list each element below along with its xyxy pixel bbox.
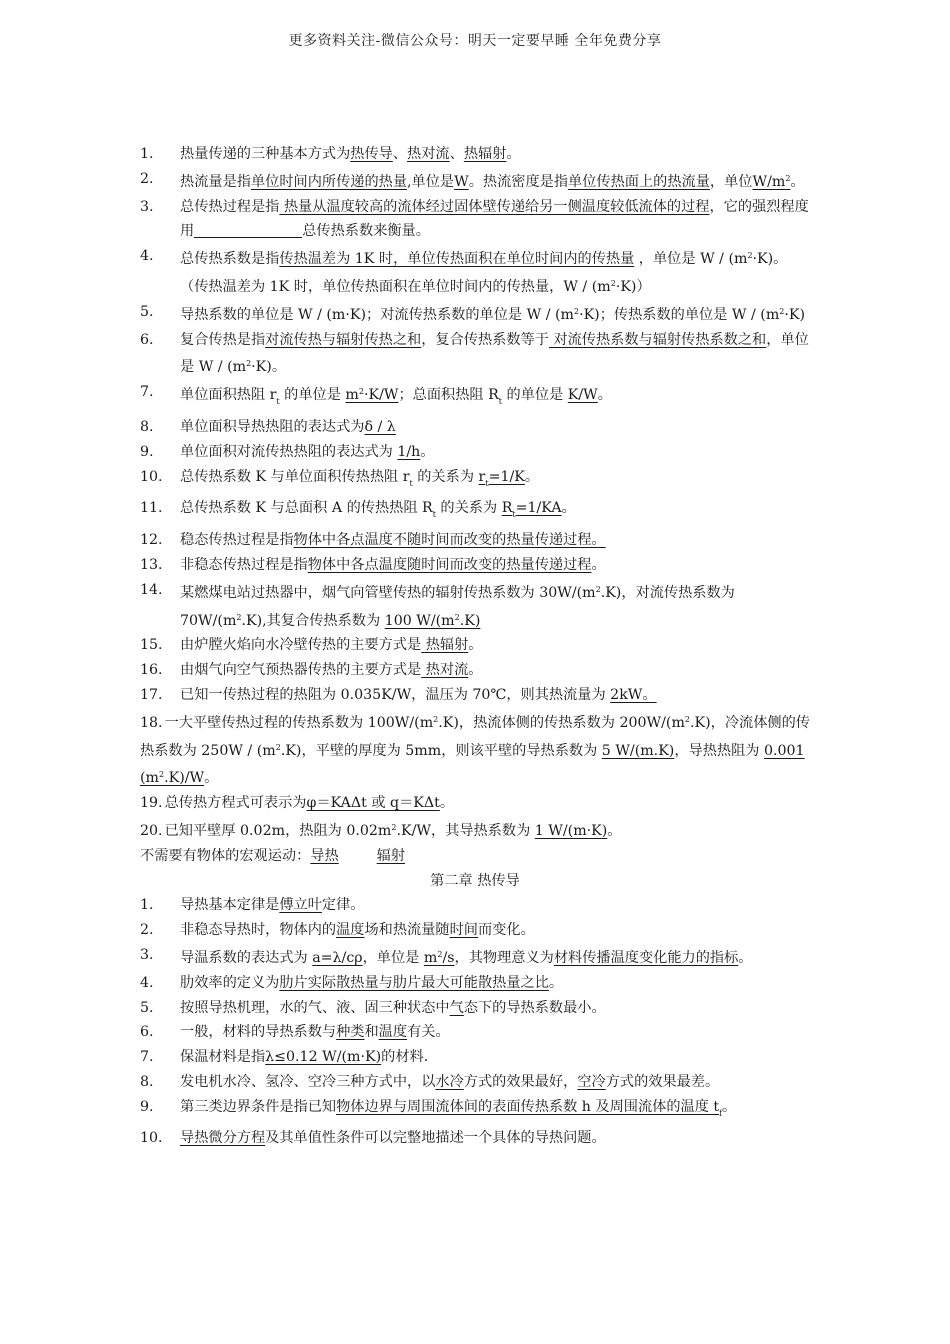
answer: $m^2/s$ [423, 949, 455, 966]
answer: 2kW。 [610, 686, 657, 703]
item-number: 16. [140, 662, 163, 679]
item-number: 3. [140, 198, 154, 215]
answer: 物体中各点温度随时间而改变的热量传递过程 [307, 556, 592, 573]
list-item: 13. 非稳态传热过程是指物体中各点温度随时间而改变的热量传递过程。 [140, 553, 810, 578]
answer: 对流传热与辐射传热之和 [265, 331, 422, 348]
answer: 种类 [336, 1024, 365, 1041]
answer: $r_t=1/K$ [478, 468, 525, 488]
answer: 材料传播温度变化能力的指标 [553, 949, 739, 966]
answer: K/W [567, 387, 598, 404]
answer: λ≤0.12 W/(m·K) [265, 1049, 382, 1066]
item-number: 5. [140, 999, 154, 1016]
blank-line [194, 221, 302, 238]
item-number: 11. [140, 500, 163, 517]
answer: 温度 [336, 922, 365, 939]
item-number: 9. [140, 1098, 154, 1115]
list-item: 2. 热流量是指单位时间内所传递的热量,单位是W。热流密度是指单位传热面上的热流量，单位$W/m^2$。 [140, 167, 810, 195]
item-number: 18. [140, 714, 163, 731]
answer: 热量从温度较高的流体经过固体壁传递给另一侧温度较低流体的过程 [279, 198, 710, 215]
item-number: 8. [140, 1073, 154, 1090]
item-number: 13. [140, 556, 163, 573]
note-line: 不需要有物体的宏观运动：导热 辐射 [140, 847, 406, 864]
answer: 物体边界与周围流体间的表面传热系数 h 及周围流体的温度 $t_f$ [336, 1098, 723, 1118]
answer: 1/h [397, 443, 421, 460]
list-item: 10. 导热微分方程及其单值性条件可以完整地描述一个具体的导热问题。 [140, 1126, 810, 1151]
list-item: 20. 已知平壁厚 0.02m，热阻为 $0.02m^2.K/W$，其导热系数为 1 W/(m·K)。 [140, 822, 622, 839]
answer: 导热 [310, 847, 339, 864]
list-item: 15. 由炉膛火焰向水冷壁传热的主要方式是 热辐射。 [140, 633, 810, 658]
page-header: 更多资料关注-微信公众号：明天一定要早睡 全年免费分享 [288, 33, 662, 49]
answer: 热辐射 [463, 146, 507, 162]
item-number: 14. [140, 581, 163, 598]
answer: 热对流 [421, 662, 469, 679]
answer: 辐射 [376, 847, 406, 864]
item-number: 2. [140, 922, 154, 939]
answer: φ＝KAΔt 或 q＝KΔt [306, 795, 440, 812]
list-item: 4. 肋效率的定义为肋片实际散热量与肋片最大可能散热量之比。 [140, 971, 810, 996]
answer: a=λ/cρ [312, 949, 363, 966]
answer: 热对流 [407, 146, 450, 162]
list-item: 6. 复合传热是指对流传热与辐射传热之和，复合传热系数等于 对流传热系数与辐射传热系数之和，单位是 $W / (m^2\cdot K)$。 [140, 328, 810, 381]
item-number: 15. [140, 637, 163, 654]
answer: 1 W/(m·K) [534, 822, 608, 839]
answer: 传热温差为 1K 时，单位传热面积在单位时间内的传热量 [279, 251, 635, 268]
item-number: 9. [140, 443, 154, 460]
list-item: 5. 按照导热机理，水的气、液、固三种状态中气态下的导热系数最小。 [140, 996, 810, 1021]
list-item: 7. 保温材料是指λ≤0.12 W/(m·K)的材料. [140, 1045, 810, 1070]
answer: 对流传热系数与辐射传热系数之和 [548, 331, 767, 348]
answer: 肋片实际散热量与肋片最大可能散热量之比 [279, 974, 549, 991]
list-item: 18. 一大平壁传热过程的传热系数为 $100W/(m^2.K)$，热流体侧的传热系数为 $200W/(m^2.K)$，冷流体侧的传热系数为 $250W / (m^2.K)$，平壁的厚度为 5mm，则该平壁的导热系数为 5 W/(m.K)，导热热阻为 0.001 $(m^2.K)/W$。 [140, 714, 810, 787]
item-number: 4. [140, 248, 154, 265]
answer: δ / λ [364, 418, 396, 435]
answer: 物体中各点温度不随时间而改变的热量传递过程。 [293, 532, 606, 549]
list-item: 2. 非稳态导热时，物体内的温度场和热流量随时间而变化。 [140, 918, 810, 943]
answer: 热传导 [350, 146, 393, 162]
answer: W [454, 173, 469, 190]
answer: 单位时间内所传递的热量 [250, 173, 408, 190]
item-number: 19. [140, 795, 163, 812]
item-number: 10. [140, 1130, 163, 1147]
answer: 5 W/(m.K) [601, 742, 675, 759]
answer: 傅立叶 [279, 897, 322, 914]
item-number: 8. [140, 418, 154, 435]
item-number: 20. [140, 822, 163, 839]
list-item: 11. 总传热系数 K 与总面积 A 的传热热阻 $R_t$ 的关系为 $R_t=1/KA$。 [140, 496, 810, 528]
answer: $R_t=1/KA$ [501, 500, 562, 520]
item-number: 1. [140, 897, 154, 914]
answer: 导热微分方程 [180, 1130, 266, 1147]
list-item: 12. 稳态传热过程是指物体中各点温度不随时间而改变的热量传递过程。 [140, 528, 810, 553]
answer: 水冷 [435, 1073, 464, 1090]
list-item: 16. 由烟气向空气预热器传热的主要方式是 热对流。 [140, 658, 810, 683]
item-number: 1. [140, 146, 154, 162]
list-item: 6. 一般，材料的导热系数与种类和温度有关。 [140, 1020, 810, 1045]
item-number: 10. [140, 468, 163, 485]
answer: $m^2\cdot K/W$ [345, 387, 399, 404]
answer: 100 $W/(m^2.K)$ [384, 612, 481, 629]
answer: 气 [449, 999, 464, 1016]
item-number: 2. [140, 170, 154, 187]
answer: 时间 [449, 922, 478, 939]
list-item: 8. 发电机水冷、氢冷、空冷三种方式中，以水冷方式的效果最好，空冷方式的效果最差。 [140, 1070, 810, 1095]
list-item: 3. 导温系数的表达式为 a=λ/cρ，单位是 $m^2/s$，其物理意义为材料传播温度变化能力的指标。 [140, 943, 810, 971]
list-item: 4. 总传热系数是指传热温差为 1K 时，单位传热面积在单位时间内的传热量 ，单位是 $W / (m^2\cdot K)$。 （传热温差为 1K 时，单位传热面积在单位时间内的传热量，$W / (m^2\cdot K)$） [140, 244, 810, 300]
list-item: 10. 总传热系数 K 与单位面积传热热阻 $r_t$ 的关系为 $r_t=1/K$。 [140, 465, 810, 497]
item-number: 7. [140, 1049, 154, 1066]
answer: 0.001 $(m^2.K)/W$ [140, 742, 805, 787]
list-item: 14. 某燃煤电站过热器中，烟气向管壁传热的辐射传热系数为 $30W/(m^2.K)$，对流传热系数为 $70W/(m^2.K)$,其复合传热系数为 100 $W/(m^2.K)$ [140, 578, 810, 634]
list-item: 7. 单位面积热阻 $r_t$ 的单位是 $m^2\cdot K/W$；总面积热阻 $R_t$ 的单位是 K/W。 [140, 380, 810, 415]
item-number: 7. [140, 384, 154, 401]
answer: $W/m^2$ [752, 173, 791, 190]
list-item: 5. 导热系数的单位是 W / (m·K)；对流传热系数的单位是 $W / (m^2\cdot K)$；传热系数的单位是 $W / (m^2\cdot K)$ [140, 300, 810, 328]
answer: 热辐射 [421, 637, 469, 654]
item-number: 6. [140, 1024, 154, 1041]
list-item: 9. 第三类边界条件是指已知物体边界与周围流体间的表面传热系数 h 及周围流体的温度 $t_f$。 [140, 1095, 810, 1127]
list-item: 1. 热量传递的三种基本方式为热传导、热对流、热辐射。 [140, 142, 810, 167]
answer: 单位传热面上的热流量 [568, 173, 710, 190]
chapter-title: 第二章 热传导 [430, 872, 520, 889]
item-number: 3. [140, 946, 154, 963]
list-item: 9. 单位面积对流传热热阻的表达式为 1/h。 [140, 440, 810, 465]
document-body [140, 142, 810, 1151]
item-number: 12. [140, 532, 163, 549]
item-number: 5. [140, 303, 154, 320]
item-number: 4. [140, 974, 154, 991]
answer: 温度 [378, 1024, 408, 1041]
item-number: 17. [140, 686, 163, 703]
list-item: 19. 总传热方程式可表示为φ＝KAΔt 或 q＝KΔt。 [140, 795, 455, 812]
list-item: 1. 导热基本定律是傅立叶定律。 [140, 893, 810, 918]
list-item: 3. 总传热过程是指 热量从温度较高的流体经过固体壁传递给另一侧温度较低流体的过程，它的强烈程度用 总传热系数来衡量。 [140, 195, 810, 245]
list-item: 17. 已知一传热过程的热阻为 0.035K/W，温压为 70℃，则其热流量为 2kW。 [140, 683, 810, 708]
list-item: 8. 单位面积导热热阻的表达式为δ / λ [140, 415, 810, 440]
answer: 空冷 [577, 1073, 606, 1090]
item-number: 6. [140, 331, 154, 348]
